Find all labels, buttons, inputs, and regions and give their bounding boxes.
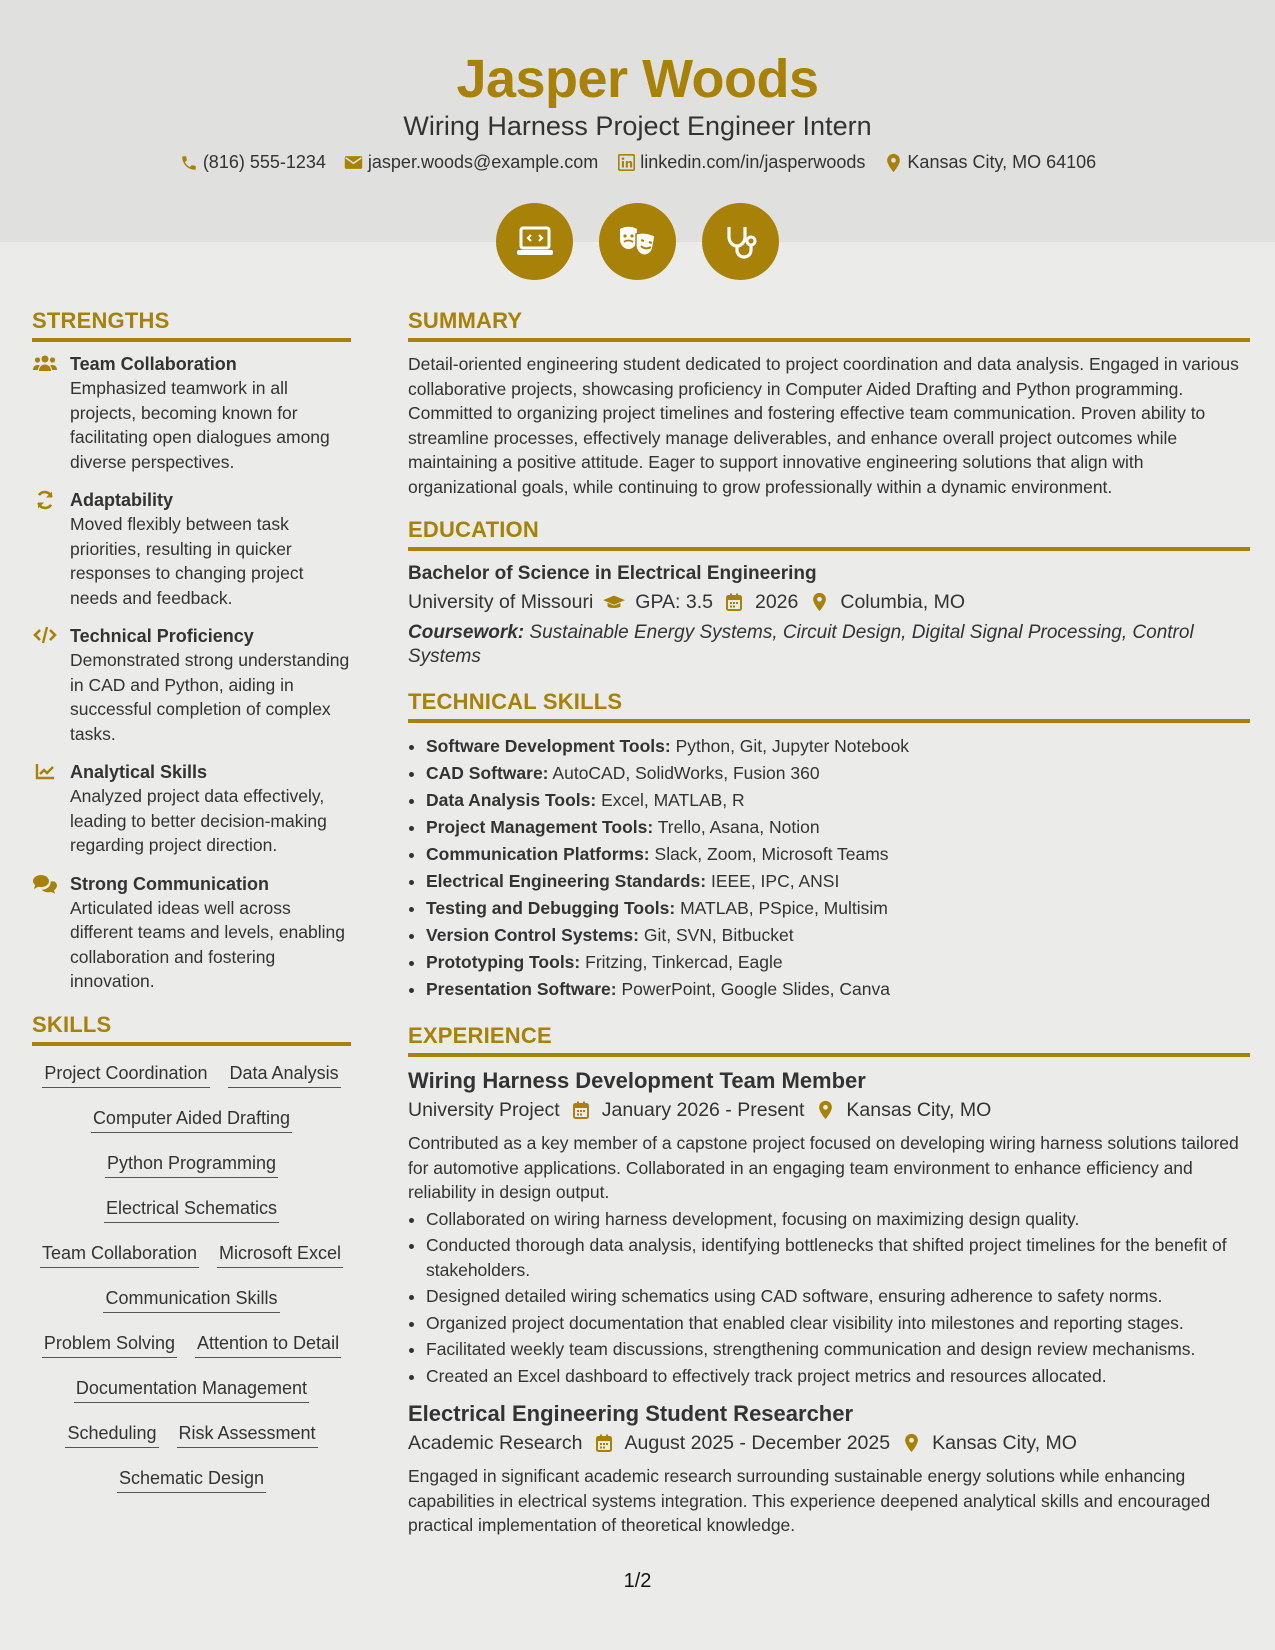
location-icon: [883, 153, 903, 173]
school-name: University of Missouri: [408, 591, 594, 613]
comments-icon: [32, 872, 58, 994]
contact-linkedin: [616, 152, 865, 173]
job-dates: August 2025 - December 2025: [624, 1432, 891, 1454]
tech-value: Trello, Asana, Notion: [657, 817, 820, 837]
page-number: 1/2: [623, 1570, 652, 1592]
sync-icon: [32, 488, 58, 610]
strength-item: [32, 488, 351, 610]
location-icon: [808, 592, 830, 612]
stethoscope-icon: [724, 224, 758, 260]
job-bullets: [408, 1207, 1250, 1389]
job-dates: January 2026 - Present: [601, 1099, 805, 1121]
experience-heading: EXPERIENCE: [408, 1023, 1250, 1057]
job-entry: [408, 1400, 1250, 1538]
candidate-name: Jasper Woods: [456, 49, 819, 109]
tech-label: Communication Platforms:: [426, 844, 650, 864]
school-location: Columbia, MO: [840, 591, 965, 613]
list-item: • Organized project documentation that enabled clear visibility into milestones and reporting stages.: [426, 1311, 1250, 1336]
strength-desc: Analyzed project data effectively, leading to better decision-making regarding project direction.: [70, 786, 327, 855]
list-item: [426, 841, 1250, 868]
list-item: • Designed detailed wiring schematics using CAD software, ensuring adherence to safety norms.: [426, 1284, 1250, 1309]
education-meta: [408, 587, 1250, 617]
graduation-year: 2026: [754, 591, 799, 613]
tech-label: Project Management Tools:: [426, 817, 654, 837]
theater-masks-icon: [618, 225, 658, 259]
graduation-cap-icon: [603, 594, 625, 610]
job-description: Engaged in significant academic research surrounding sustainable energy solutions while enhancing capabilities in electrical systems integration. This experience deepened analytical skills and encouraged practical implementation of theoretical knowledge.: [408, 1466, 1211, 1535]
contact-phone: [179, 152, 326, 173]
tech-value: PowerPoint, Google Slides, Canva: [621, 979, 890, 999]
email-icon: [344, 153, 364, 173]
laptop-code-icon: [516, 226, 554, 258]
email-text[interactable]: jasper.woods@example.com: [367, 152, 599, 172]
tech-value: MATLAB, PSpice, Multisim: [680, 898, 888, 918]
tech-label: Testing and Debugging Tools:: [426, 898, 676, 918]
skill-tag: Communication Skills: [103, 1287, 279, 1313]
strength-item: [32, 624, 351, 746]
tech-label: CAD Software:: [426, 763, 549, 783]
stethoscope-badge: [702, 203, 779, 280]
users-icon: [32, 352, 58, 474]
linkedin-text[interactable]: linkedin.com/in/jasperwoods: [640, 152, 866, 172]
contact-email: [344, 152, 598, 173]
list-item: [426, 922, 1250, 949]
gpa-text: GPA: 3.5: [635, 591, 713, 613]
skill-tag: Electrical Schematics: [104, 1197, 279, 1223]
strength-desc: Emphasized teamwork in all projects, becoming known for facilitating open dialogues among diverse perspectives.: [70, 378, 330, 472]
tech-value: Python, Git, Jupyter Notebook: [675, 736, 910, 756]
calendar-icon: [593, 1434, 615, 1452]
list-item: [426, 814, 1250, 841]
tech-value: IEEE, IPC, ANSI: [710, 871, 840, 891]
contact-location: [883, 152, 1096, 173]
skills-heading: SKILLS: [32, 1012, 351, 1046]
tech-label: Version Control Systems:: [426, 925, 639, 945]
left-column: [32, 308, 351, 1493]
skills-tags: [32, 1056, 351, 1493]
strength-title: Team Collaboration: [70, 354, 237, 374]
list-item: [426, 787, 1250, 814]
job-meta: [408, 1095, 1250, 1125]
strengths-heading: STRENGTHS: [32, 308, 351, 342]
technical-skills-heading: TECHNICAL SKILLS: [408, 689, 1250, 723]
list-item: • Created an Excel dashboard to effectively track project metrics and resources allocated.: [426, 1364, 1250, 1389]
skill-tag: Schematic Design: [117, 1467, 266, 1493]
strength-item: [32, 352, 351, 474]
skill-tag: Attention to Detail: [195, 1332, 341, 1358]
list-item: [426, 760, 1250, 787]
summary-text: Detail-oriented engineering student dedicated to project coordination and data analysis. Engaged in various collaborative projects, showcasing proficiency in Computer Aided Drafting and Python programming. Committed to organizing project timelines and fostering effective team communication. Proven ability to streamline processes, effectively manage deliverables, and enhance overall project outcomes while maintaining a positive attitude. Eager to support innovative engineering solutions that align with organizational goals, while continuing to grow professionally within a dynamic environment.: [408, 354, 1239, 497]
location-icon: [900, 1433, 922, 1453]
skill-tag: Microsoft Excel: [217, 1242, 343, 1268]
skill-tag: Project Coordination: [42, 1062, 209, 1088]
strength-desc: Demonstrated strong understanding in CAD and Python, aiding in successful completion of complex tasks.: [70, 650, 350, 744]
interest-badges: [0, 203, 1275, 280]
technical-skills-list: [408, 733, 1250, 1003]
contact-row: [0, 152, 1275, 173]
tech-label: Presentation Software:: [426, 979, 617, 999]
degree-title: Bachelor of Science in Electrical Engineering: [408, 563, 817, 584]
education-heading: EDUCATION: [408, 517, 1250, 551]
job-entry: [408, 1067, 1250, 1388]
skill-tag: Data Analysis: [228, 1062, 341, 1088]
strength-title: Technical Proficiency: [70, 626, 254, 646]
summary-heading: SUMMARY: [408, 308, 1250, 342]
skill-tag: Team Collaboration: [40, 1242, 199, 1268]
tech-label: Data Analysis Tools:: [426, 790, 597, 810]
chart-line-icon: [32, 760, 58, 858]
strength-item: [32, 760, 351, 858]
list-item: [426, 895, 1250, 922]
strength-desc: Articulated ideas well across different teams and levels, enabling collaboration and fostering innovation.: [70, 897, 345, 991]
code-icon: [32, 624, 58, 746]
coursework-list: Sustainable Energy Systems, Circuit Design, Digital Signal Processing, Control Systems: [408, 622, 1194, 667]
list-item: [426, 733, 1250, 760]
job-org: Academic Research: [408, 1432, 583, 1454]
tech-label: Software Development Tools:: [426, 736, 671, 756]
skill-tag: Risk Assessment: [177, 1422, 318, 1448]
coursework-label: Coursework:: [408, 622, 525, 643]
list-item: • Facilitated weekly team discussions, strengthening communication and design review mechanisms.: [426, 1337, 1250, 1362]
coursework: [408, 621, 1250, 669]
phone-text: (816) 555-1234: [202, 152, 326, 172]
phone-icon: [179, 153, 199, 173]
skill-tag: Documentation Management: [74, 1377, 309, 1403]
tech-value: AutoCAD, SolidWorks, Fusion 360: [552, 763, 820, 783]
tech-value: Fritzing, Tinkercad, Eagle: [585, 952, 783, 972]
skill-tag: Computer Aided Drafting: [91, 1107, 292, 1133]
candidate-role: Wiring Harness Project Engineer Intern: [403, 111, 872, 141]
list-item: [426, 868, 1250, 895]
list-item: [426, 976, 1250, 1003]
job-org: University Project: [408, 1099, 560, 1121]
job-location: Kansas City, MO: [932, 1432, 1077, 1454]
strength-title: Strong Communication: [70, 873, 269, 894]
skill-tag: Scheduling: [65, 1422, 158, 1448]
job-meta: [408, 1428, 1250, 1458]
skill-tag: Problem Solving: [42, 1332, 177, 1358]
linkedin-icon: [616, 153, 636, 173]
location-text: Kansas City, MO 64106: [907, 152, 1097, 172]
job-title: Electrical Engineering Student Researcher: [408, 1401, 854, 1426]
list-item: • Conducted thorough data analysis, identifying bottlenecks that shifted project timelines for the benefit of stakeholders.: [426, 1233, 1250, 1282]
strength-title: Adaptability: [70, 490, 174, 510]
tech-value: Excel, MATLAB, R: [601, 790, 745, 810]
job-location: Kansas City, MO: [846, 1099, 992, 1121]
strength-title: Analytical Skills: [70, 762, 208, 782]
skill-tag: Python Programming: [105, 1152, 278, 1178]
strength-item: [32, 872, 351, 994]
list-item: [426, 949, 1250, 976]
job-title: Wiring Harness Development Team Member: [408, 1068, 866, 1093]
calendar-icon: [723, 593, 745, 611]
theater-masks-badge: [599, 203, 676, 280]
tech-value: Slack, Zoom, Microsoft Teams: [654, 844, 889, 864]
list-item: • Collaborated on wiring harness development, focusing on maximizing design quality.: [426, 1207, 1250, 1232]
strength-desc: Moved flexibly between task priorities, resulting in quicker responses to changing project needs and feedback.: [70, 514, 304, 608]
tech-value: Git, SVN, Bitbucket: [643, 925, 794, 945]
calendar-icon: [570, 1101, 592, 1119]
location-icon: [814, 1100, 836, 1120]
laptop-code-badge: [496, 203, 573, 280]
right-column: [408, 308, 1250, 1538]
tech-label: Electrical Engineering Standards:: [426, 871, 707, 891]
tech-label: Prototyping Tools:: [426, 952, 581, 972]
job-description: Contributed as a key member of a capstone project focused on developing wiring harness solutions tailored for automotive applications. Collaborated in an engaging team environment to enhance efficiency and reliability in design output.: [408, 1133, 1239, 1202]
